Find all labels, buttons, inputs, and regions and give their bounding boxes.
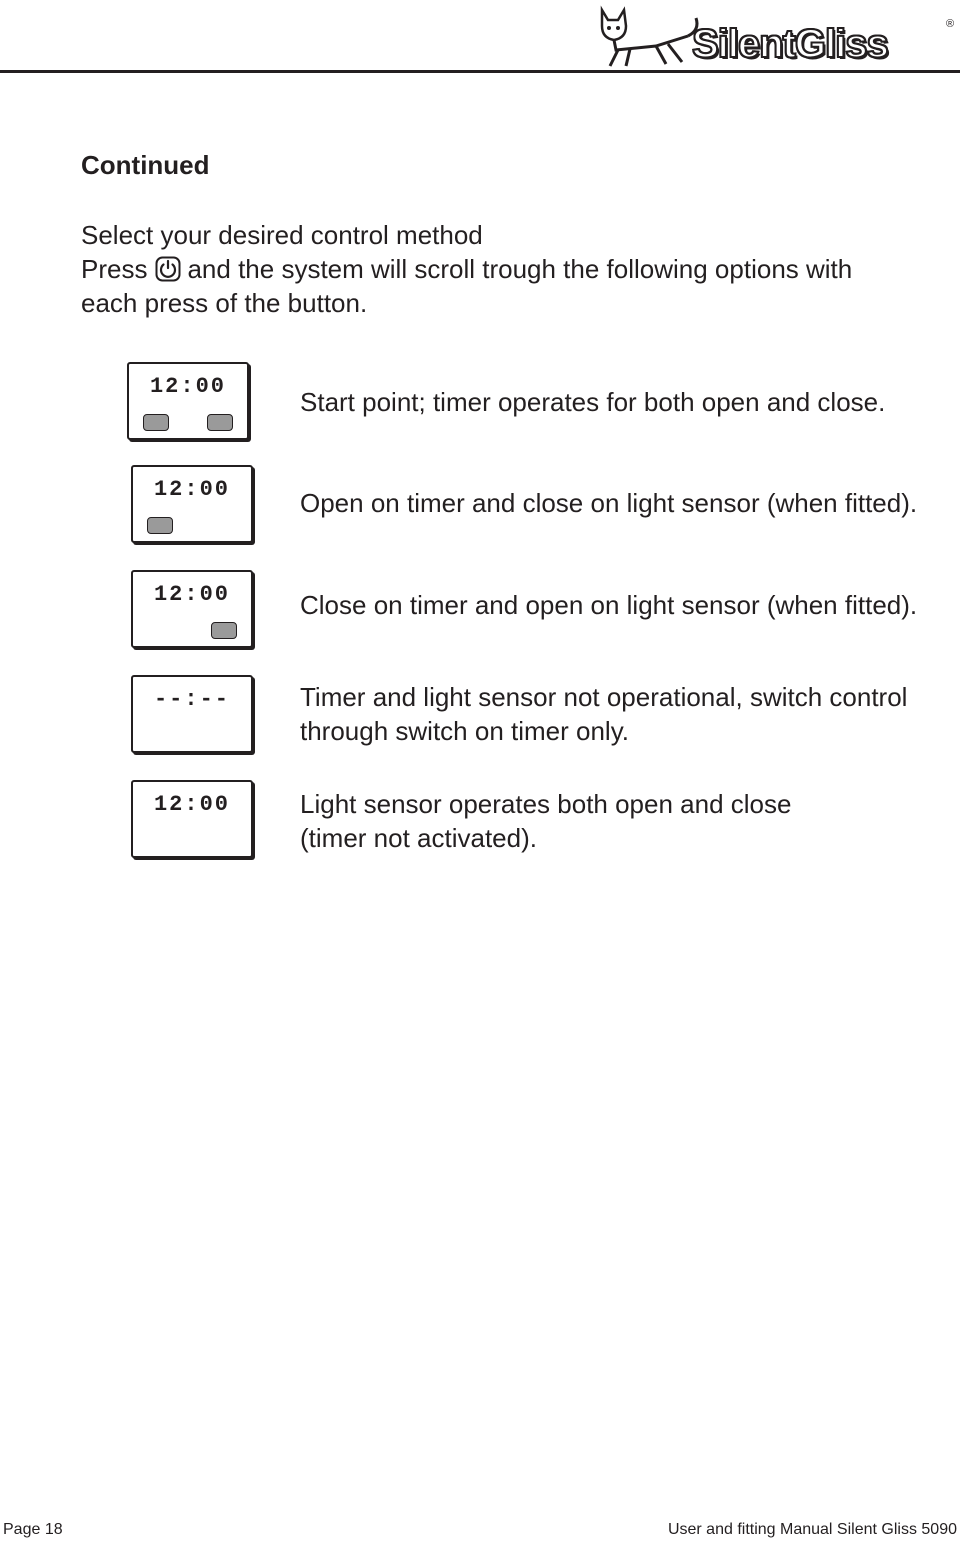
registered-mark: ® <box>946 18 955 30</box>
header-rule <box>0 70 960 73</box>
option-5-line-1: Light sensor operates both open and close <box>300 789 792 819</box>
option-5-line-2: (timer not activated). <box>300 823 537 853</box>
display-readout: 12:00 <box>149 374 226 399</box>
option-4-line-1: Timer and light sensor not operational, switch control <box>300 682 908 712</box>
intro-line-2 <box>81 252 951 286</box>
page-number: Page 18 <box>3 1521 63 1538</box>
cat-logo-icon <box>596 4 706 78</box>
display-readout: --:-- <box>153 687 230 712</box>
intro-line-2-rest: and the system will scroll trough the following options with <box>187 254 853 284</box>
timer-display-2 <box>131 465 253 543</box>
intro-line-3: each press of the button. <box>81 288 368 318</box>
silent-gliss-logo <box>596 4 956 78</box>
press-word: Press <box>81 254 148 284</box>
timer-left-button <box>147 517 173 534</box>
option-4-line-2: through switch on timer only. <box>300 716 629 746</box>
option-1-text: Start point; timer operates for both open and close. <box>300 387 886 417</box>
timer-left-button <box>143 414 169 431</box>
intro-line-1: Select your desired control method <box>81 220 483 250</box>
display-readout: 12:00 <box>153 477 230 502</box>
manual-title: User and fitting Manual Silent Gliss 5090 <box>667 1521 957 1538</box>
timer-display-1 <box>127 362 249 440</box>
timer-display-4 <box>131 675 253 753</box>
timer-right-button <box>211 622 237 639</box>
timer-display-5 <box>131 780 253 858</box>
option-5-text <box>300 787 955 855</box>
section-heading: Continued <box>81 150 210 180</box>
logo-wordmark: SilentGliss <box>692 22 888 66</box>
display-readout: 12:00 <box>153 582 230 607</box>
option-3-text: Close on timer and open on light sensor (when fitted). <box>300 590 918 620</box>
timer-right-button <box>207 414 233 431</box>
power-icon <box>155 256 181 282</box>
timer-display-3 <box>131 570 253 648</box>
intro-paragraph <box>81 218 951 320</box>
display-readout: 12:00 <box>153 792 230 817</box>
option-2-text: Open on timer and close on light sensor (when fitted). <box>300 488 918 518</box>
option-4-text <box>300 680 955 748</box>
